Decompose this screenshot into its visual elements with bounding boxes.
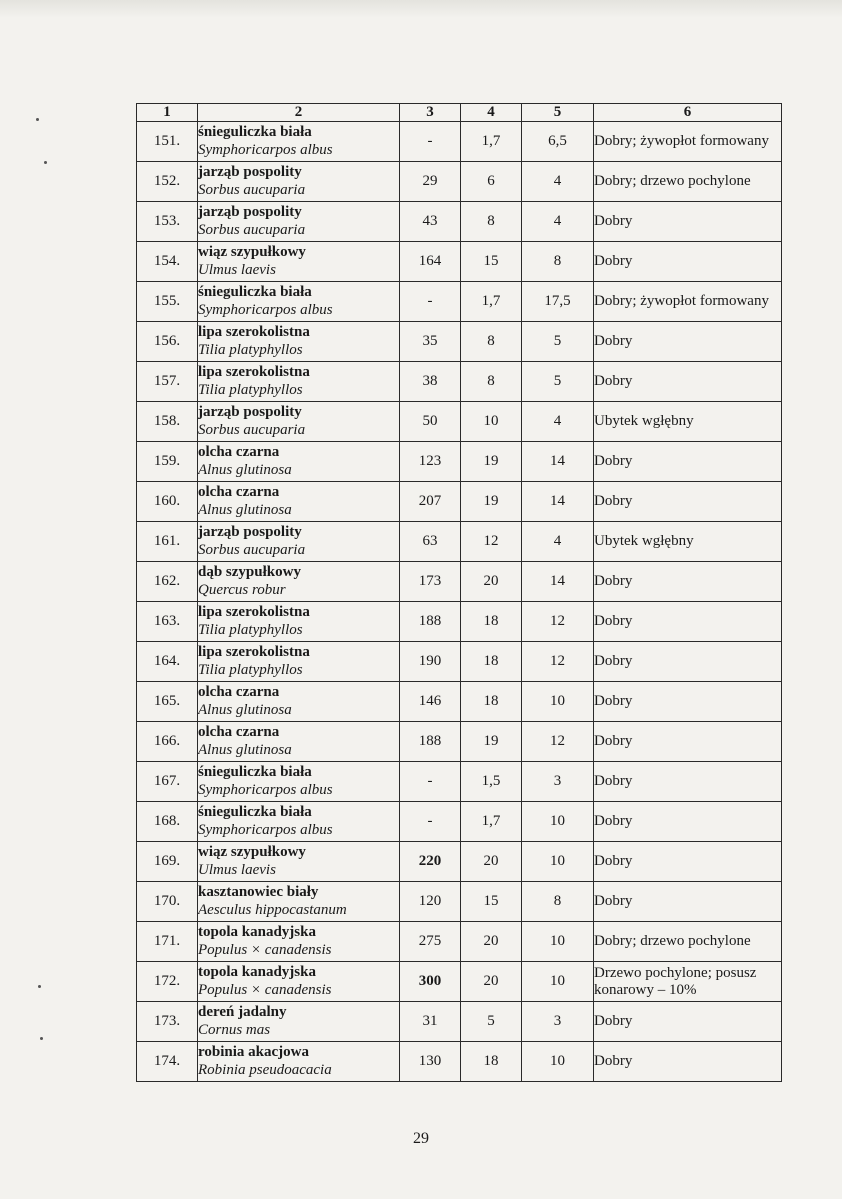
crown-cell: 10 — [522, 682, 594, 722]
condition-cell: Dobry — [594, 602, 782, 642]
table-row — [137, 442, 782, 482]
species-cell — [198, 402, 400, 442]
tree-number: 168. — [137, 802, 198, 842]
species-cell — [198, 1002, 400, 1042]
header-cell: 3 — [400, 104, 461, 122]
species-cell — [198, 642, 400, 682]
height-cell: 20 — [461, 842, 522, 882]
species-polish-name: wiąz szypułkowy — [198, 244, 306, 260]
crown-cell: 14 — [522, 442, 594, 482]
tree-number: 164. — [137, 642, 198, 682]
species-latin-name: Aesculus hippocastanum — [198, 902, 347, 918]
crown-cell: 4 — [522, 522, 594, 562]
species-latin-name: Symphoricarpos albus — [198, 782, 333, 798]
species-cell — [198, 722, 400, 762]
crown-cell: 6,5 — [522, 122, 594, 162]
circumference-cell: 130 — [400, 1042, 461, 1082]
circumference-cell: 188 — [400, 602, 461, 642]
circumference-cell: 188 — [400, 722, 461, 762]
tree-number: 157. — [137, 362, 198, 402]
species-latin-name: Sorbus aucuparia — [198, 542, 306, 558]
scan-top-shadow — [0, 0, 842, 18]
species-cell — [198, 522, 400, 562]
condition-cell: Dobry — [594, 482, 782, 522]
height-cell: 20 — [461, 962, 522, 1002]
tree-number: 167. — [137, 762, 198, 802]
species-cell — [198, 122, 400, 162]
tree-number: 162. — [137, 562, 198, 602]
circumference-cell: 146 — [400, 682, 461, 722]
species-polish-name: olcha czarna — [198, 724, 280, 740]
table-row — [137, 642, 782, 682]
scan-speck — [36, 118, 39, 121]
species-latin-name: Tilia platyphyllos — [198, 342, 303, 358]
table-row — [137, 282, 782, 322]
table-row — [137, 882, 782, 922]
table-row — [137, 242, 782, 282]
species-polish-name: dereń jadalny — [198, 1004, 287, 1020]
crown-cell: 12 — [522, 722, 594, 762]
circumference-cell: 35 — [400, 322, 461, 362]
tree-number: 151. — [137, 122, 198, 162]
tree-number: 152. — [137, 162, 198, 202]
height-cell: 18 — [461, 1042, 522, 1082]
condition-cell: Ubytek wgłębny — [594, 402, 782, 442]
crown-cell: 14 — [522, 482, 594, 522]
species-cell — [198, 202, 400, 242]
height-cell: 12 — [461, 522, 522, 562]
condition-cell: Ubytek wgłębny — [594, 522, 782, 562]
condition-cell: Drzewo pochylone; posusz konarowy – 10% — [594, 962, 782, 1002]
crown-cell: 17,5 — [522, 282, 594, 322]
tree-number: 170. — [137, 882, 198, 922]
species-latin-name: Tilia platyphyllos — [198, 622, 303, 638]
crown-cell: 5 — [522, 362, 594, 402]
species-latin-name: Cornus mas — [198, 1022, 271, 1038]
species-latin-name: Alnus glutinosa — [198, 742, 292, 758]
table-row — [137, 722, 782, 762]
condition-cell: Dobry — [594, 642, 782, 682]
species-polish-name: topola kanadyjska — [198, 964, 316, 980]
species-polish-name: lipa szerokolistna — [198, 604, 310, 620]
circumference-cell: 29 — [400, 162, 461, 202]
tree-number: 163. — [137, 602, 198, 642]
tree-number: 166. — [137, 722, 198, 762]
crown-cell: 4 — [522, 162, 594, 202]
species-latin-name: Sorbus aucuparia — [198, 422, 306, 438]
circumference-cell: 220 — [400, 842, 461, 882]
circumference-cell: 190 — [400, 642, 461, 682]
circumference-cell: 123 — [400, 442, 461, 482]
table-row — [137, 202, 782, 242]
condition-cell: Dobry — [594, 202, 782, 242]
species-cell — [198, 282, 400, 322]
circumference-cell: 173 — [400, 562, 461, 602]
circumference-cell: 207 — [400, 482, 461, 522]
tree-number: 172. — [137, 962, 198, 1002]
condition-cell: Dobry; żywopłot formowany — [594, 122, 782, 162]
species-polish-name: śnieguliczka biała — [198, 284, 312, 300]
tree-number: 154. — [137, 242, 198, 282]
table-row — [137, 322, 782, 362]
crown-cell: 12 — [522, 602, 594, 642]
species-cell — [198, 442, 400, 482]
condition-cell: Dobry — [594, 1042, 782, 1082]
species-cell — [198, 362, 400, 402]
height-cell: 18 — [461, 602, 522, 642]
condition-cell: Dobry — [594, 682, 782, 722]
table-row — [137, 1002, 782, 1042]
species-latin-name: Sorbus aucuparia — [198, 182, 306, 198]
species-polish-name: kasztanowiec biały — [198, 884, 319, 900]
circumference-cell: - — [400, 762, 461, 802]
height-cell: 18 — [461, 642, 522, 682]
circumference-cell: 63 — [400, 522, 461, 562]
height-cell: 20 — [461, 922, 522, 962]
table-row — [137, 962, 782, 1002]
header-cell: 5 — [522, 104, 594, 122]
crown-cell: 12 — [522, 642, 594, 682]
species-latin-name: Alnus glutinosa — [198, 462, 292, 478]
circumference-cell: - — [400, 282, 461, 322]
species-cell — [198, 842, 400, 882]
species-polish-name: lipa szerokolistna — [198, 324, 310, 340]
species-latin-name: Robinia pseudoacacia — [198, 1062, 332, 1078]
condition-cell: Dobry — [594, 322, 782, 362]
species-polish-name: dąb szypułkowy — [198, 564, 301, 580]
scan-speck — [40, 1037, 43, 1040]
table-row — [137, 842, 782, 882]
species-cell — [198, 922, 400, 962]
circumference-cell: 120 — [400, 882, 461, 922]
crown-cell: 10 — [522, 962, 594, 1002]
crown-cell: 10 — [522, 802, 594, 842]
table-row — [137, 602, 782, 642]
circumference-cell: - — [400, 802, 461, 842]
circumference-cell: 31 — [400, 1002, 461, 1042]
table-row — [137, 162, 782, 202]
circumference-cell: 300 — [400, 962, 461, 1002]
crown-cell: 10 — [522, 842, 594, 882]
condition-cell: Dobry — [594, 442, 782, 482]
tree-number: 169. — [137, 842, 198, 882]
tree-number: 165. — [137, 682, 198, 722]
crown-cell: 3 — [522, 762, 594, 802]
height-cell: 10 — [461, 402, 522, 442]
species-cell — [198, 962, 400, 1002]
height-cell: 1,7 — [461, 282, 522, 322]
species-latin-name: Alnus glutinosa — [198, 702, 292, 718]
height-cell: 19 — [461, 482, 522, 522]
circumference-cell: 275 — [400, 922, 461, 962]
species-cell — [198, 162, 400, 202]
species-latin-name: Symphoricarpos albus — [198, 302, 333, 318]
tree-number: 155. — [137, 282, 198, 322]
page-number: 29 — [413, 1130, 429, 1147]
species-latin-name: Populus × canadensis — [198, 982, 332, 998]
species-latin-name: Ulmus laevis — [198, 262, 276, 278]
species-polish-name: lipa szerokolistna — [198, 364, 310, 380]
crown-cell: 8 — [522, 882, 594, 922]
species-polish-name: olcha czarna — [198, 444, 280, 460]
circumference-cell: 38 — [400, 362, 461, 402]
species-polish-name: jarząb pospolity — [198, 404, 302, 420]
header-cell: 2 — [198, 104, 400, 122]
crown-cell: 10 — [522, 922, 594, 962]
species-latin-name: Ulmus laevis — [198, 862, 276, 878]
header-cell: 1 — [137, 104, 198, 122]
condition-cell: Dobry; żywopłot formowany — [594, 282, 782, 322]
header-cell: 4 — [461, 104, 522, 122]
species-cell — [198, 482, 400, 522]
species-polish-name: topola kanadyjska — [198, 924, 316, 940]
tree-number: 174. — [137, 1042, 198, 1082]
table-row — [137, 1042, 782, 1082]
table-row — [137, 402, 782, 442]
condition-cell: Dobry — [594, 882, 782, 922]
height-cell: 8 — [461, 322, 522, 362]
height-cell: 1,7 — [461, 122, 522, 162]
tree-number: 158. — [137, 402, 198, 442]
species-polish-name: śnieguliczka biała — [198, 764, 312, 780]
height-cell: 15 — [461, 242, 522, 282]
crown-cell: 5 — [522, 322, 594, 362]
species-latin-name: Symphoricarpos albus — [198, 822, 333, 838]
species-latin-name: Tilia platyphyllos — [198, 382, 303, 398]
crown-cell: 4 — [522, 202, 594, 242]
species-polish-name: śnieguliczka biała — [198, 804, 312, 820]
crown-cell: 8 — [522, 242, 594, 282]
species-cell — [198, 682, 400, 722]
tree-number: 173. — [137, 1002, 198, 1042]
header-cell: 6 — [594, 104, 782, 122]
species-polish-name: robinia akacjowa — [198, 1044, 309, 1060]
species-latin-name: Alnus glutinosa — [198, 502, 292, 518]
tree-number: 160. — [137, 482, 198, 522]
condition-cell: Dobry — [594, 362, 782, 402]
species-cell — [198, 562, 400, 602]
condition-cell: Dobry; drzewo pochylone — [594, 922, 782, 962]
table-row — [137, 922, 782, 962]
condition-cell: Dobry — [594, 242, 782, 282]
height-cell: 18 — [461, 682, 522, 722]
condition-cell: Dobry; drzewo pochylone — [594, 162, 782, 202]
table-row — [137, 122, 782, 162]
table-row — [137, 522, 782, 562]
condition-cell: Dobry — [594, 1002, 782, 1042]
species-cell — [198, 882, 400, 922]
crown-cell: 3 — [522, 1002, 594, 1042]
tree-number: 161. — [137, 522, 198, 562]
species-cell — [198, 1042, 400, 1082]
species-latin-name: Populus × canadensis — [198, 942, 332, 958]
species-latin-name: Sorbus aucuparia — [198, 222, 306, 238]
species-cell — [198, 322, 400, 362]
species-polish-name: wiąz szypułkowy — [198, 844, 306, 860]
tree-number: 159. — [137, 442, 198, 482]
condition-cell: Dobry — [594, 842, 782, 882]
height-cell: 6 — [461, 162, 522, 202]
species-latin-name: Quercus robur — [198, 582, 286, 598]
height-cell: 20 — [461, 562, 522, 602]
table-row — [137, 482, 782, 522]
species-latin-name: Tilia platyphyllos — [198, 662, 303, 678]
height-cell: 5 — [461, 1002, 522, 1042]
condition-cell: Dobry — [594, 562, 782, 602]
table-row — [137, 362, 782, 402]
table-body — [137, 122, 782, 1082]
table-row — [137, 762, 782, 802]
scan-speck — [38, 985, 41, 988]
tree-number: 156. — [137, 322, 198, 362]
species-cell — [198, 602, 400, 642]
height-cell: 1,7 — [461, 802, 522, 842]
height-cell: 15 — [461, 882, 522, 922]
tree-number: 171. — [137, 922, 198, 962]
circumference-cell: 43 — [400, 202, 461, 242]
species-polish-name: lipa szerokolistna — [198, 644, 310, 660]
crown-cell: 10 — [522, 1042, 594, 1082]
species-cell — [198, 802, 400, 842]
species-polish-name: jarząb pospolity — [198, 524, 302, 540]
table-header — [137, 104, 782, 122]
condition-cell: Dobry — [594, 762, 782, 802]
circumference-cell: - — [400, 122, 461, 162]
height-cell: 1,5 — [461, 762, 522, 802]
table-row — [137, 802, 782, 842]
species-polish-name: śnieguliczka biała — [198, 124, 312, 140]
scan-speck — [44, 161, 47, 164]
species-polish-name: jarząb pospolity — [198, 204, 302, 220]
condition-cell: Dobry — [594, 802, 782, 842]
species-polish-name: jarząb pospolity — [198, 164, 302, 180]
crown-cell: 14 — [522, 562, 594, 602]
height-cell: 19 — [461, 722, 522, 762]
circumference-cell: 164 — [400, 242, 461, 282]
tree-inventory-table — [136, 103, 782, 1082]
table-row — [137, 682, 782, 722]
crown-cell: 4 — [522, 402, 594, 442]
species-polish-name: olcha czarna — [198, 684, 280, 700]
height-cell: 8 — [461, 202, 522, 242]
height-cell: 19 — [461, 442, 522, 482]
height-cell: 8 — [461, 362, 522, 402]
species-polish-name: olcha czarna — [198, 484, 280, 500]
tree-number: 153. — [137, 202, 198, 242]
condition-cell: Dobry — [594, 722, 782, 762]
species-latin-name: Symphoricarpos albus — [198, 142, 333, 158]
species-cell — [198, 242, 400, 282]
table-row — [137, 562, 782, 602]
circumference-cell: 50 — [400, 402, 461, 442]
species-cell — [198, 762, 400, 802]
